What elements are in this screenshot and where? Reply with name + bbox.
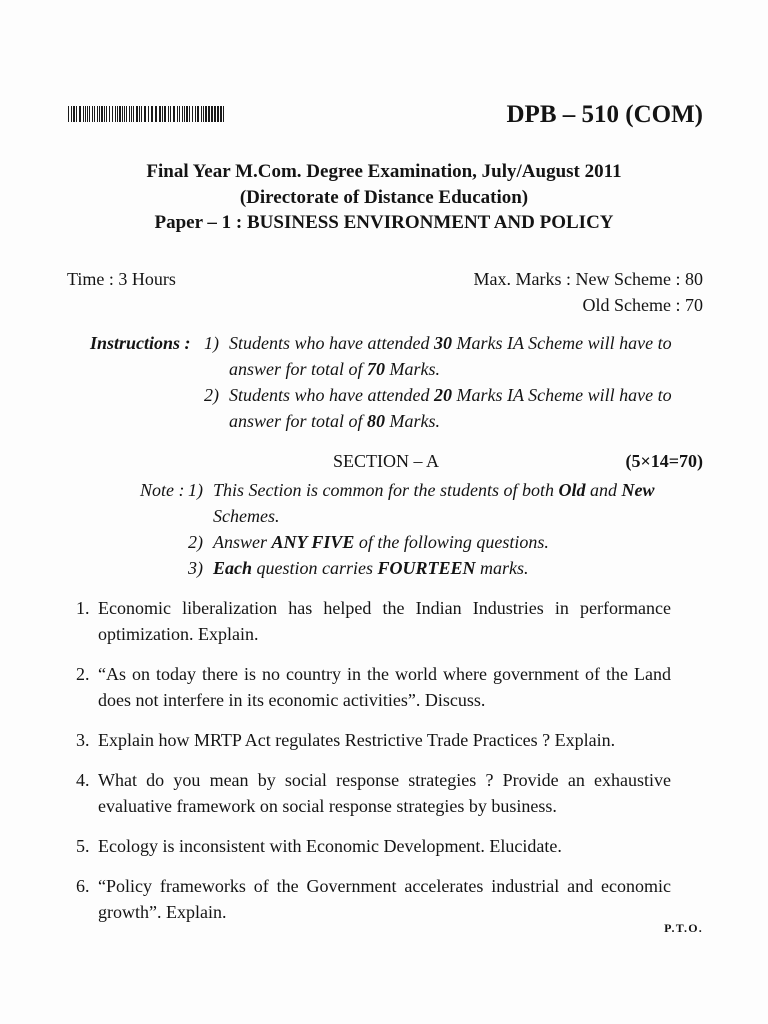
paper-title: Paper – 1 : BUSINESS ENVIRONMENT AND POLICY [154,212,614,233]
note-label: Note : [140,480,185,500]
instruction-text-part: Marks IA Scheme will have to answer for total of [229,333,672,379]
barcode-bar [115,106,116,122]
barcode-bar [182,106,183,122]
please-turn-over: P.T.O. [664,921,703,935]
barcode-bar [126,106,127,122]
exam-title-block [0,159,768,236]
barcode-bar [170,106,171,122]
barcode-bar [71,106,72,122]
barcode-bar [189,106,190,122]
note-emphasis: New [621,480,655,500]
max-marks-new: Max. Marks : New Scheme : 80 [473,269,703,289]
barcode-bar [139,106,140,122]
note-text [213,555,673,581]
note-text [213,529,673,555]
barcode-bar [68,106,69,122]
questions-list [76,595,671,939]
question-text: What do you mean by social response strategies ? Provide an exhaustive evaluative framework on social response strategies by business. [98,770,671,816]
barcode-bar [223,106,224,122]
barcode-bar [85,106,86,122]
barcode-bar [109,106,110,122]
barcode-bar [184,106,185,122]
question-item [76,767,671,819]
barcode-bar [124,106,125,122]
instruction-text [229,382,693,434]
note-item [186,529,676,555]
note-emphasis: FOURTEEN [377,558,476,578]
barcode-bar [164,106,166,122]
exam-title: Final Year M.Com. Degree Examination, July/August 2011 [146,161,622,182]
barcode-bar [205,106,207,122]
barcode-bar [119,106,121,122]
barcode-bar [83,106,84,122]
note-text-part: marks. [475,558,529,578]
barcode-bar [117,106,118,122]
barcode-bar [89,106,90,122]
barcode-bar [99,106,100,122]
question-number: 1. [76,598,90,618]
barcode-bar [73,106,75,122]
question-number: 6. [76,876,90,896]
barcode-bar [79,106,81,122]
note-text-part: of the following questions. [354,532,549,552]
barcode-bar [136,106,138,122]
barcode-bar [203,106,204,122]
directorate-line: (Directorate of Distance Education) [239,186,529,208]
max-marks [474,266,703,318]
barcode-bar [155,106,157,122]
barcode-bar [101,106,103,122]
instruction-text [229,330,693,382]
barcode-bar [104,106,105,122]
note-emphasis: Each [213,558,253,578]
barcode-bar [122,106,123,122]
question-item [76,727,671,753]
barcode-bar [186,106,188,122]
instruction-number: 2) [204,385,219,405]
barcode-bar [201,106,202,122]
instruction-total-marks: 70 [367,359,386,379]
barcode-bar [195,106,196,122]
barcode-bar [97,106,98,122]
barcode-bar [208,106,210,122]
question-number: 5. [76,836,90,856]
barcode-bar [148,106,149,122]
note-number: 3) [188,558,203,578]
barcode-bar [92,106,93,122]
note-number: 2) [188,532,203,552]
note-item [186,555,676,581]
instruction-number: 1) [204,333,219,353]
time-allowed: Time : 3 Hours [67,269,176,289]
barcode-bar [179,106,180,122]
barcode-bar [217,106,219,122]
question-text: “Policy frameworks of the Government accelerates industrial and economic growth”. Explain. [98,876,671,922]
barcode-bar [141,106,142,122]
note-text-part: question carries [252,558,378,578]
instruction-text-part: Students who have attended [229,385,434,405]
instructions-list [204,330,694,434]
barcode [68,106,228,122]
note-text [213,477,673,529]
instructions-label: Instructions : [90,333,191,353]
barcode-bar [159,106,161,122]
paper-code: DPB – 510 (COM) [506,101,703,128]
section-marks: (5×14=70) [625,451,703,471]
max-marks-old: Old Scheme : 70 [582,295,703,315]
instruction-ia-marks: 20 [433,385,452,405]
question-text: Economic liberalization has helped the Indian Industries in performance optimization. Explain. [98,598,671,644]
barcode-bar [76,106,77,122]
instruction-item [204,382,694,434]
barcode-bar [211,106,213,122]
barcode-bar [173,106,175,122]
question-number: 4. [76,770,90,790]
barcode-bar [168,106,169,122]
note-text-part: Answer [213,532,272,552]
question-number: 2. [76,664,90,684]
section-title: SECTION – A [332,451,439,471]
note-text-part: and [585,480,622,500]
question-text: Explain how MRTP Act regulates Restrictive Trade Practices ? Explain. [98,730,616,750]
question-text: “As on today there is no country in the world where government of the Land does not interfere in its economic activities”. Discuss. [98,664,671,710]
instruction-total-marks: 80 [367,411,386,431]
barcode-bar [151,106,153,122]
note-emphasis: ANY FIVE [271,532,355,552]
barcode-bar [129,106,130,122]
barcode-bar [192,106,193,122]
barcode-bar [162,106,163,122]
note-text-part: This Section is common for the students of both [213,480,559,500]
barcode-bar [112,106,113,122]
instruction-item [204,330,694,382]
instruction-ia-marks: 30 [433,333,452,353]
barcode-bar [220,106,222,122]
barcode-bar [131,106,132,122]
barcode-bar [177,106,178,122]
note-text-part: Schemes. [213,506,280,526]
barcode-bar [214,106,216,122]
instruction-text-part: Marks. [385,411,441,431]
question-item [76,661,671,713]
barcode-bar [197,106,199,122]
note-emphasis: Old [558,480,586,500]
note-item [186,477,676,529]
barcode-bar [133,106,134,122]
question-number: 3. [76,730,90,750]
question-text: Ecology is inconsistent with Economic Development. Elucidate. [98,836,562,856]
note-number: 1) [188,480,203,500]
notes-list [186,477,676,581]
question-item [76,833,671,859]
instruction-text-part: Students who have attended [229,333,434,353]
barcode-bar [106,106,107,122]
barcode-bar [144,106,146,122]
question-item [76,873,671,925]
barcode-bar [94,106,95,122]
instruction-text-part: Marks IA Scheme will have to answer for total of [229,385,672,431]
question-item [76,595,671,647]
barcode-bar [87,106,88,122]
instruction-text-part: Marks. [385,359,441,379]
